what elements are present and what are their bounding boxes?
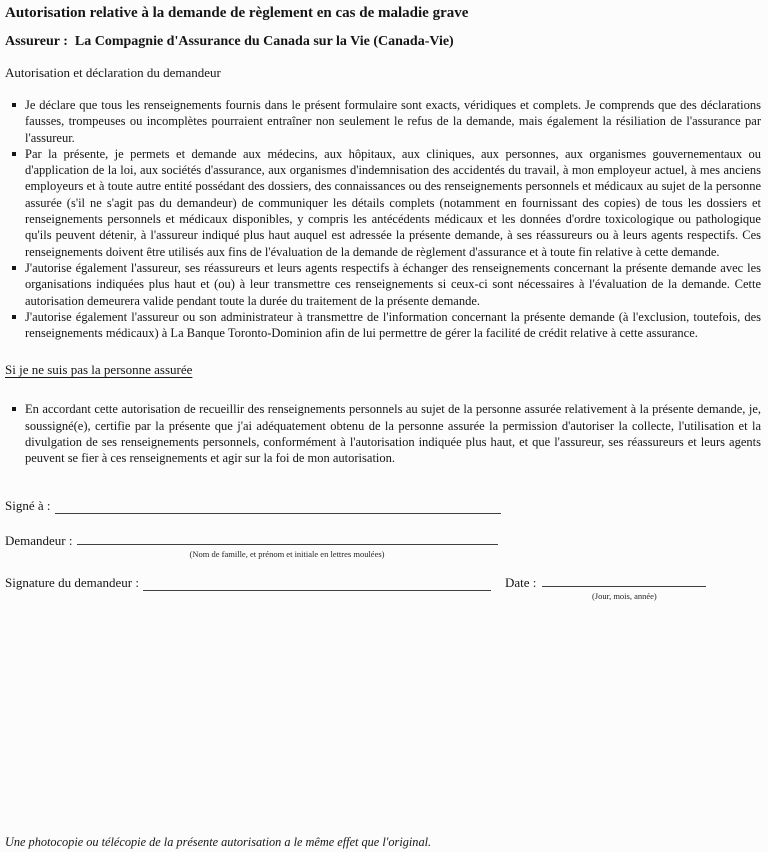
applicant-row [5,530,764,559]
date-line-column [542,572,706,601]
applicant-hint: (Nom de famille, et prénom et initiale en lettres moulées) [189,548,385,559]
signature-label: Signature du demandeur : [5,574,139,590]
date-hint: (Jour, mois, année) [591,590,657,601]
applicant-name-line [77,530,498,545]
signature-line [143,576,491,591]
insurer-label: Assureur : [5,34,68,49]
applicant-label: Demandeur : [5,532,73,548]
signed-at-line [55,499,501,514]
bullet-item [5,97,764,146]
bullet-square-icon [12,103,16,107]
bullet-item [5,146,764,260]
bullet-text: J'autorise également l'assureur, ses réassureurs et leurs agents respectifs à échanger des renseignements concernant la présente demande avec les organisations indiquées plus haut et (ou) à leur transmettre ces renseignements si ceux-ci sont nécessaires à l'évaluation de la demande. Cette autorisation demeurera valide pendant toute la durée du traitement de la présente demande. [25,260,761,308]
signed-at-row [5,498,764,514]
bullet-text: Je déclare que tous les renseignements fournis dans le présent formulaire sont exacts, véridiques et complets. Je comprends que des déclarations fausses, trompeuses ou incomplètes pourraient entraîner non seulement le refus de la demande, mais également la résiliation de l'assurance par l'assureur. [25,98,761,145]
applicant-line-column [77,530,498,559]
authorization-bullet-list [5,97,764,341]
bullet-text: J'autorise également l'assureur ou son administrateur à transmettre de l'information concernant la présente demande (à l'exclusion, toutefois, des renseignements médicaux) à La Banque Toronto-Dominion afin de lui permettre de gérer la facilité de crédit relative à cette assurance. [25,309,761,341]
page-title: Autorisation relative à la demande de règlement en cas de maladie grave [5,5,469,21]
bullet-square-icon [12,407,16,411]
bullet-square-icon [12,266,16,270]
insurer-name: La Compagnie d'Assurance du Canada sur la Vie (Canada-Vie) [74,34,454,49]
signature-date-row [5,572,764,601]
date-label: Date : [504,574,537,590]
bullet-item [5,309,764,342]
bullet-item [5,401,764,466]
date-line [542,572,706,587]
section-not-insured-heading: Si je ne suis pas la personne assurée [5,362,193,378]
signed-at-label: Signé à : [5,497,51,513]
bullet-text: Par la présente, je permets et demande aux médecins, aux hôpitaux, aux cliniques, aux personnes, aux organismes gouvernementaux ou d'application de la loi, aux sociétés d'assurance, aux organismes d'indemnisation des accidentés du travail, à mon employeur actuel, à mes anciens employeurs et à toute autre entité possédant des dossiers, des connaissances ou des renseignements personnels et médicaux au sujet de la personne assurée (s'il ne s'agit pas du demandeur) de communiquer les détails complets (notamment en fournissant des copies) de tous les dossiers et renseignements personnels et médicaux disponibles, y compris les antécédents médicaux et les données d'ordre toxicologique ou pathologique qu'ils peuvent détenir, à l'assureur indiqué plus haut auquel est adressée la présente demande, à ses réassureurs ou à leurs agents respectifs. Ces renseignements doivent être utilisés aux fins de l'évaluation de la demande de règlement d'assurance et à toute fin relative à cette demande. [25,146,761,259]
bullet-text: En accordant cette autorisation de recueillir des renseignements personnels au sujet de la personne assurée relativement à la présente demande, je, soussigné(e), certifie par la présente que j'ai adéquatement obtenu de la personne assurée la permission d'autoriser la collecte, l'utilisation et la divulgation de ses renseignements personnels, conformément à l'autorisation indiquée plus haut, et que l'assureur, ses réassureurs et leurs agents peuvent se fier à ces renseignements et agir sur la foi de mon autorisation. [25,402,761,466]
footer-note: Une photocopie ou télécopie de la présente autorisation a le même effet que l'original. [5,835,432,849]
insurer-line [5,34,764,50]
bullet-square-icon [12,152,16,156]
section-authorization-heading: Autorisation et déclaration du demandeur [5,65,221,80]
not-insured-bullet-list [5,401,764,466]
bullet-square-icon [12,315,16,319]
bullet-item [5,260,764,309]
